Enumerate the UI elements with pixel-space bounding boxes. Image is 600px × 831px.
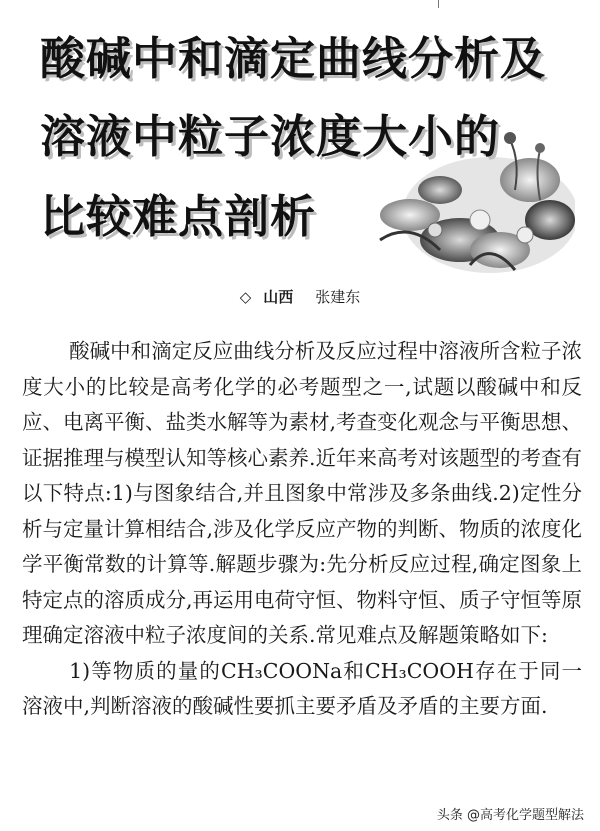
article-body (22, 334, 582, 725)
diamond-icon: ◇ (239, 288, 252, 306)
title-line-2: 溶液中粒子浓度大小的 (40, 110, 501, 163)
source-watermark: 头条 @高考化学题型解法 (433, 802, 588, 825)
author-name: 张建东 (315, 288, 361, 306)
title-banner (0, 0, 600, 270)
title-line-1: 酸碱中和滴定曲线分析及 (40, 32, 547, 85)
author-region: 山西 (263, 288, 294, 306)
paragraph-point-1: 1)等物质的量的CH₃COONa和CH₃COOH存在于同一溶液中,判断溶液的酸碱性要抓主要矛盾及矛盾的主要方面. (22, 658, 582, 718)
byline (0, 286, 600, 307)
paragraph-intro: 酸碱中和滴定反应曲线分析及反应过程中溶液所含粒子浓度大小的比较是高考化学的必考题型之一,试题以酸碱中和反应、电离平衡、盐类水解等为素材,考查变化观念与平衡思想、证据推理与模型认知等核心素养.近年来高考对该题型的考查有以下特点:1)与图象结合,并且图象中常涉及多条曲线.2)定性分析与定量计算相结合,涉及化学反应产物的判断、物质的浓度化学平衡常数的计算等.解题步骤为:先分析反应过程,确定图象上特定点的溶质成分,再运用电荷守恒、物料守恒、质子守恒等原理确定溶液中粒子浓度间的关系.常见难点及解题策略如下: (22, 339, 583, 647)
crop-mark (438, 0, 439, 8)
title-line-3: 比较难点剖析 (40, 190, 317, 243)
